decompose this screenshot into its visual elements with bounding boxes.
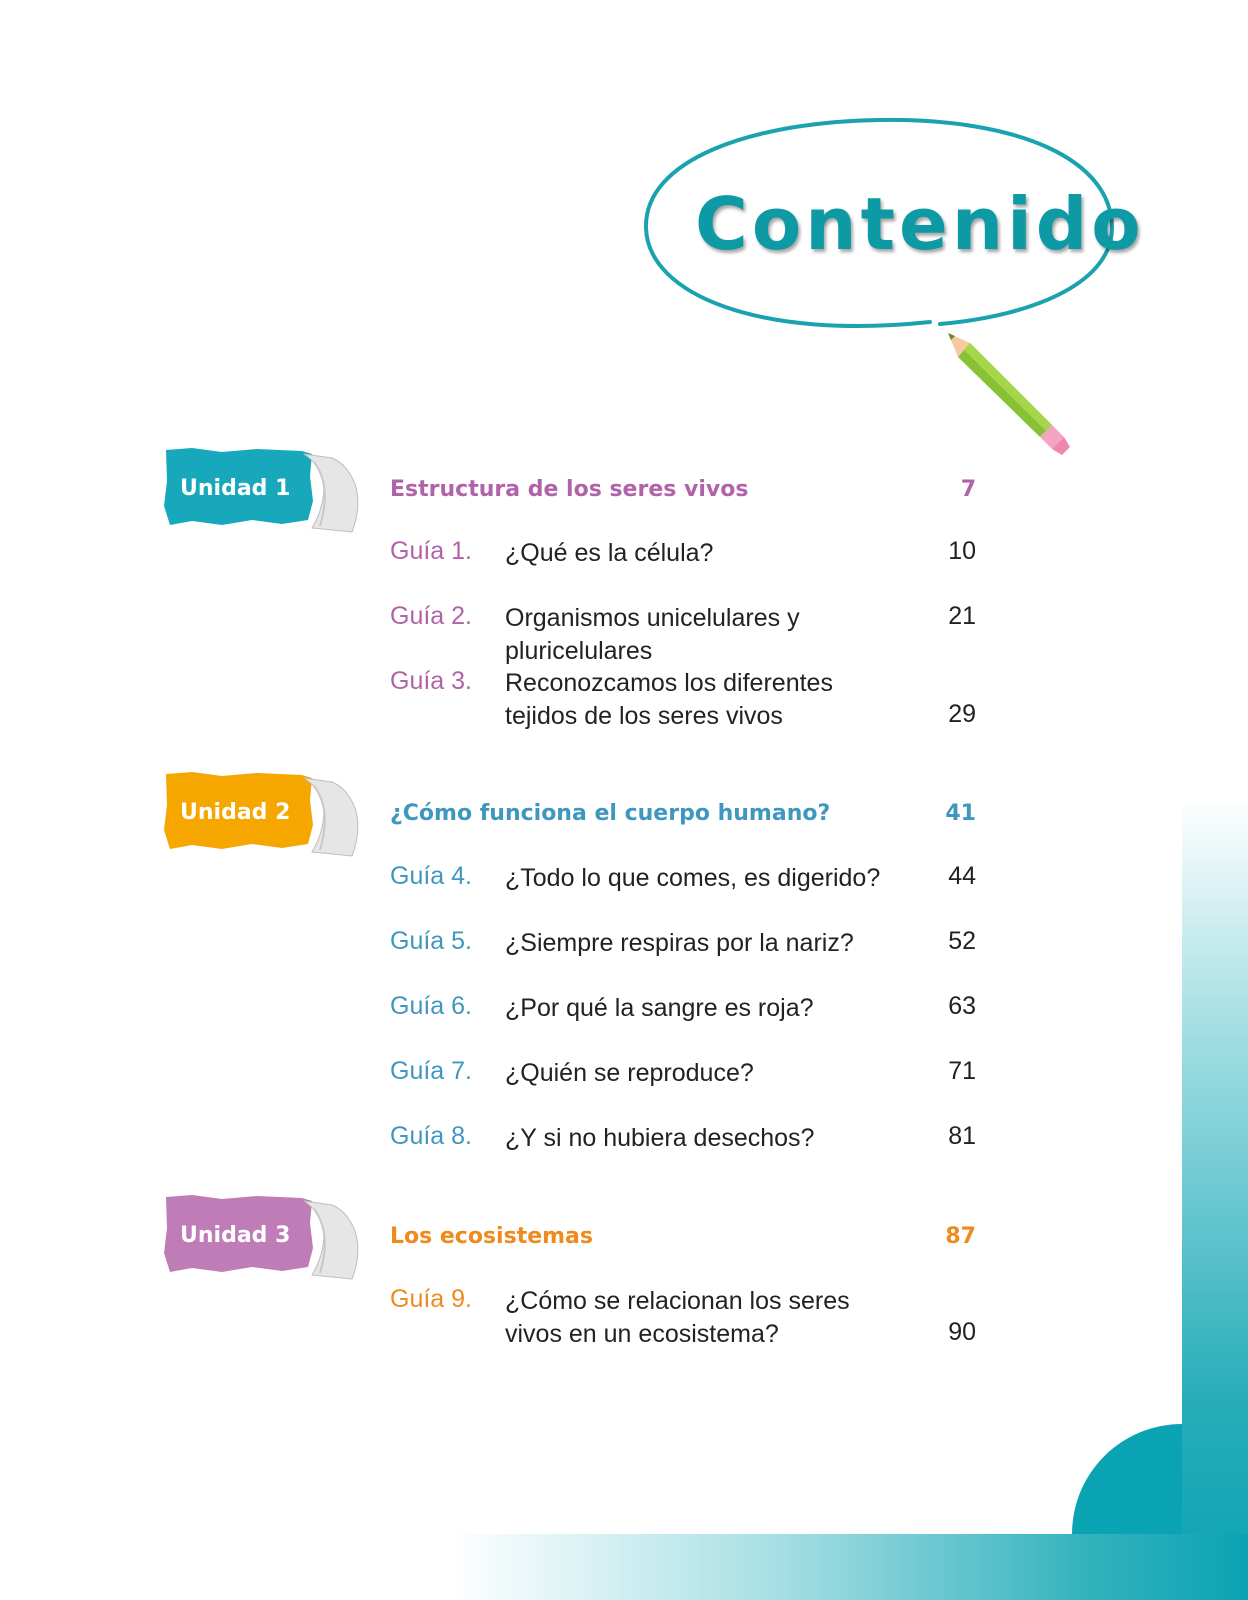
unit-heading-1[interactable] <box>390 477 976 502</box>
decorative-corner-shape <box>1072 1424 1182 1534</box>
guide-label: Guía 9. <box>390 1285 472 1313</box>
unit-heading-page: 7 <box>960 477 976 502</box>
guide-title: ¿Por qué la sangre es roja? <box>505 994 814 1022</box>
decorative-bottom-band <box>450 1534 1248 1600</box>
guide-label: Guía 1. <box>390 537 472 565</box>
guide-page: 81 <box>948 1122 976 1150</box>
unit-heading-page: 87 <box>945 1224 976 1249</box>
guide-page: 71 <box>948 1057 976 1085</box>
guide-page: 21 <box>948 602 976 630</box>
guide-label: Guía 5. <box>390 927 472 955</box>
unit-heading-2[interactable] <box>390 801 976 826</box>
guide-title: ¿Cómo se relacionan los seres vivos en un ecosistema? <box>505 1287 850 1348</box>
guide-title: ¿Todo lo que comes, es digerido? <box>505 864 881 892</box>
guide-page: 90 <box>948 1318 976 1346</box>
guide-title: ¿Quién se reproduce? <box>505 1059 754 1087</box>
guide-page: 52 <box>948 927 976 955</box>
guide-label: Guía 4. <box>390 862 472 890</box>
guide-title: Organismos unicelulares y pluricelulares <box>505 604 800 665</box>
guide-page: 29 <box>948 700 976 728</box>
unit-heading-title: Los ecosistemas <box>390 1224 593 1249</box>
guide-title: ¿Y si no hubiera desechos? <box>505 1124 815 1152</box>
guide-page: 10 <box>948 537 976 565</box>
unit-tag-2 <box>162 770 362 860</box>
guide-title: ¿Siempre respiras por la nariz? <box>505 929 854 957</box>
unit-heading-page: 41 <box>945 801 976 826</box>
unit-label: Unidad 3 <box>180 1223 291 1248</box>
title-area <box>640 110 1145 470</box>
unit-heading-3[interactable] <box>390 1224 976 1249</box>
unit-tag-1 <box>162 446 362 536</box>
unit-heading-title: ¿Cómo funciona el cuerpo humano? <box>390 801 831 826</box>
unit-label: Unidad 2 <box>180 800 291 825</box>
guide-label: Guía 2. <box>390 602 472 630</box>
guide-label: Guía 3. <box>390 667 472 695</box>
guide-title: Reconozcamos los diferentes tejidos de los seres vivos <box>505 669 833 730</box>
unit-label: Unidad 1 <box>180 476 291 501</box>
guide-label: Guía 8. <box>390 1122 472 1150</box>
guide-title: ¿Qué es la célula? <box>505 539 714 567</box>
pencil-icon <box>940 325 1080 465</box>
unit-tag-3 <box>162 1193 362 1283</box>
unit-heading-title: Estructura de los seres vivos <box>390 477 749 502</box>
guide-label: Guía 7. <box>390 1057 472 1085</box>
guide-label: Guía 6. <box>390 992 472 1020</box>
page-title: Contenido <box>695 182 1145 266</box>
guide-page: 63 <box>948 992 976 1020</box>
decorative-side-band <box>1182 800 1248 1600</box>
guide-page: 44 <box>948 862 976 890</box>
